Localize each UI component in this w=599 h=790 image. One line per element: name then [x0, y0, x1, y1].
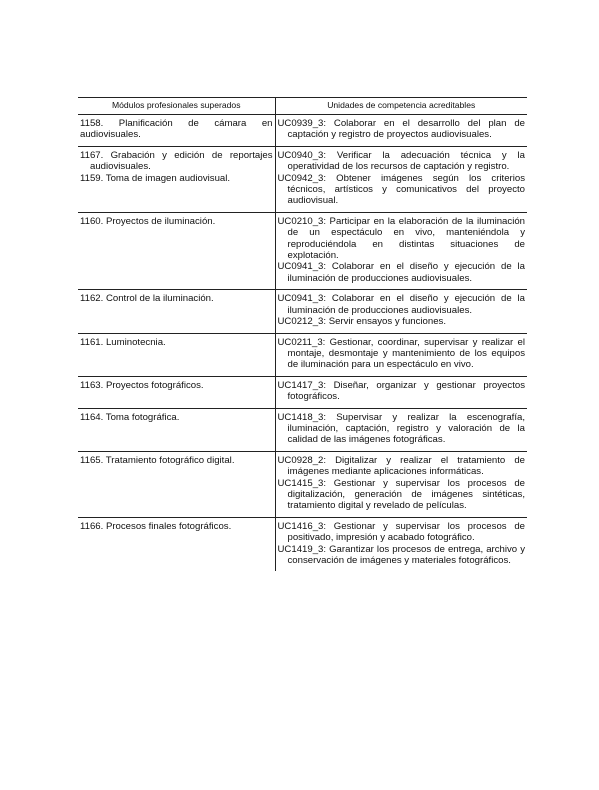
header-units: Unidades de competencia acreditables [275, 98, 527, 115]
modules-cell [78, 115, 275, 147]
module-entry: 1164. Toma fotográfica. [80, 411, 180, 423]
table-row [78, 290, 527, 333]
competency-unit-entry: UC0210_3: Participar en la elaboración de la iluminación de un espectáculo en vivo, manteniéndola y reproduciéndola en distintas situaciones de explotación. [277, 215, 525, 262]
table-row [78, 517, 527, 571]
module-entry: 1167. Grabación y edición de reportajes audiovisuales. [80, 149, 273, 173]
module-entry: 1166. Procesos finales fotográficos. [80, 520, 232, 532]
module-entry: 1161. Luminotecnia. [80, 336, 166, 348]
competency-unit-entry: UC1418_3: Supervisar y realizar la escenografía, iluminación, captación, registro y valoración de la calidad de las imágenes fotográficas. [277, 411, 525, 446]
competency-unit-entry: UC0212_3: Servir ensayos y funciones. [277, 316, 447, 328]
competency-unit-entry: UC1416_3: Gestionar y supervisar los procesos de positivado, impresión y acabado fotográfico. [277, 520, 525, 544]
units-cell [275, 517, 527, 571]
units-cell [275, 115, 527, 147]
competency-unit-entry: UC0941_3: Colaborar en el diseño y ejecución de la iluminación de producciones audiovisuales. [277, 261, 525, 284]
table-row [78, 451, 527, 517]
competency-unit-entry: UC0211_3: Gestionar, coordinar, supervisar y realizar el montaje, desmontaje y mantenimiento de los equipos de iluminación para un espectáculo en vivo. [277, 336, 525, 371]
competency-unit-entry: UC0942_3: Obtener imágenes según los criterios técnicos, artísticos y comunicativos del proyecto audiovisual. [277, 172, 525, 207]
competency-unit-entry: UC1419_3: Garantizar los procesos de entrega, archivo y conservación de imágenes y materiales fotográficos. [277, 543, 525, 566]
header-modules: Módulos profesionales superados [78, 98, 275, 115]
table-row [78, 333, 527, 376]
units-cell [275, 451, 527, 517]
table-row [78, 146, 527, 212]
modules-cell [78, 451, 275, 517]
table-body [78, 115, 527, 572]
units-cell [275, 146, 527, 212]
modules-cell [78, 333, 275, 376]
competency-unit-entry: UC0928_2: Digitalizar y realizar el tratamiento de imágenes mediante aplicaciones informáticas. [277, 454, 525, 478]
competency-unit-entry: UC1415_3: Gestionar y supervisar los procesos de digitalización, generación de imágenes sintéticas, tratamiento digital y revelado de películas. [277, 477, 525, 512]
modules-cell [78, 212, 275, 289]
competency-table [78, 97, 527, 571]
table-row [78, 408, 527, 451]
competency-unit-entry: UC0941_3: Colaborar en el diseño y ejecución de la iluminación de producciones audiovisuales. [277, 293, 525, 316]
units-cell [275, 333, 527, 376]
module-entry: 1160. Proyectos de iluminación. [80, 215, 216, 227]
table-row [78, 115, 527, 147]
competency-unit-entry: UC1417_3: Diseñar, organizar y gestionar proyectos fotográficos. [277, 379, 525, 403]
module-entry: 1159. Toma de imagen audiovisual. [80, 172, 231, 184]
module-entry: 1163. Proyectos fotográficos. [80, 379, 204, 391]
module-entry: 1162. Control de la iluminación. [80, 293, 214, 305]
units-cell [275, 408, 527, 451]
units-cell [275, 290, 527, 333]
table-row [78, 212, 527, 289]
modules-cell [78, 376, 275, 408]
competency-unit-entry: UC0939_3: Colaborar en el desarrollo del plan de captación y registro de proyectos audiovisuales. [277, 118, 525, 141]
modules-cell [78, 290, 275, 333]
module-entry: 1165. Tratamiento fotográfico digital. [80, 454, 235, 466]
modules-cell [78, 146, 275, 212]
units-cell [275, 212, 527, 289]
module-entry: 1158. Planificación de cámara en audiovisuales. [80, 118, 273, 141]
modules-cell [78, 517, 275, 571]
competency-unit-entry: UC0940_3: Verificar la adecuación técnica y la operatividad de los recursos de captación y registro. [277, 149, 525, 173]
modules-cell [78, 408, 275, 451]
table-row [78, 376, 527, 408]
units-cell [275, 376, 527, 408]
table-header-row [78, 98, 527, 115]
